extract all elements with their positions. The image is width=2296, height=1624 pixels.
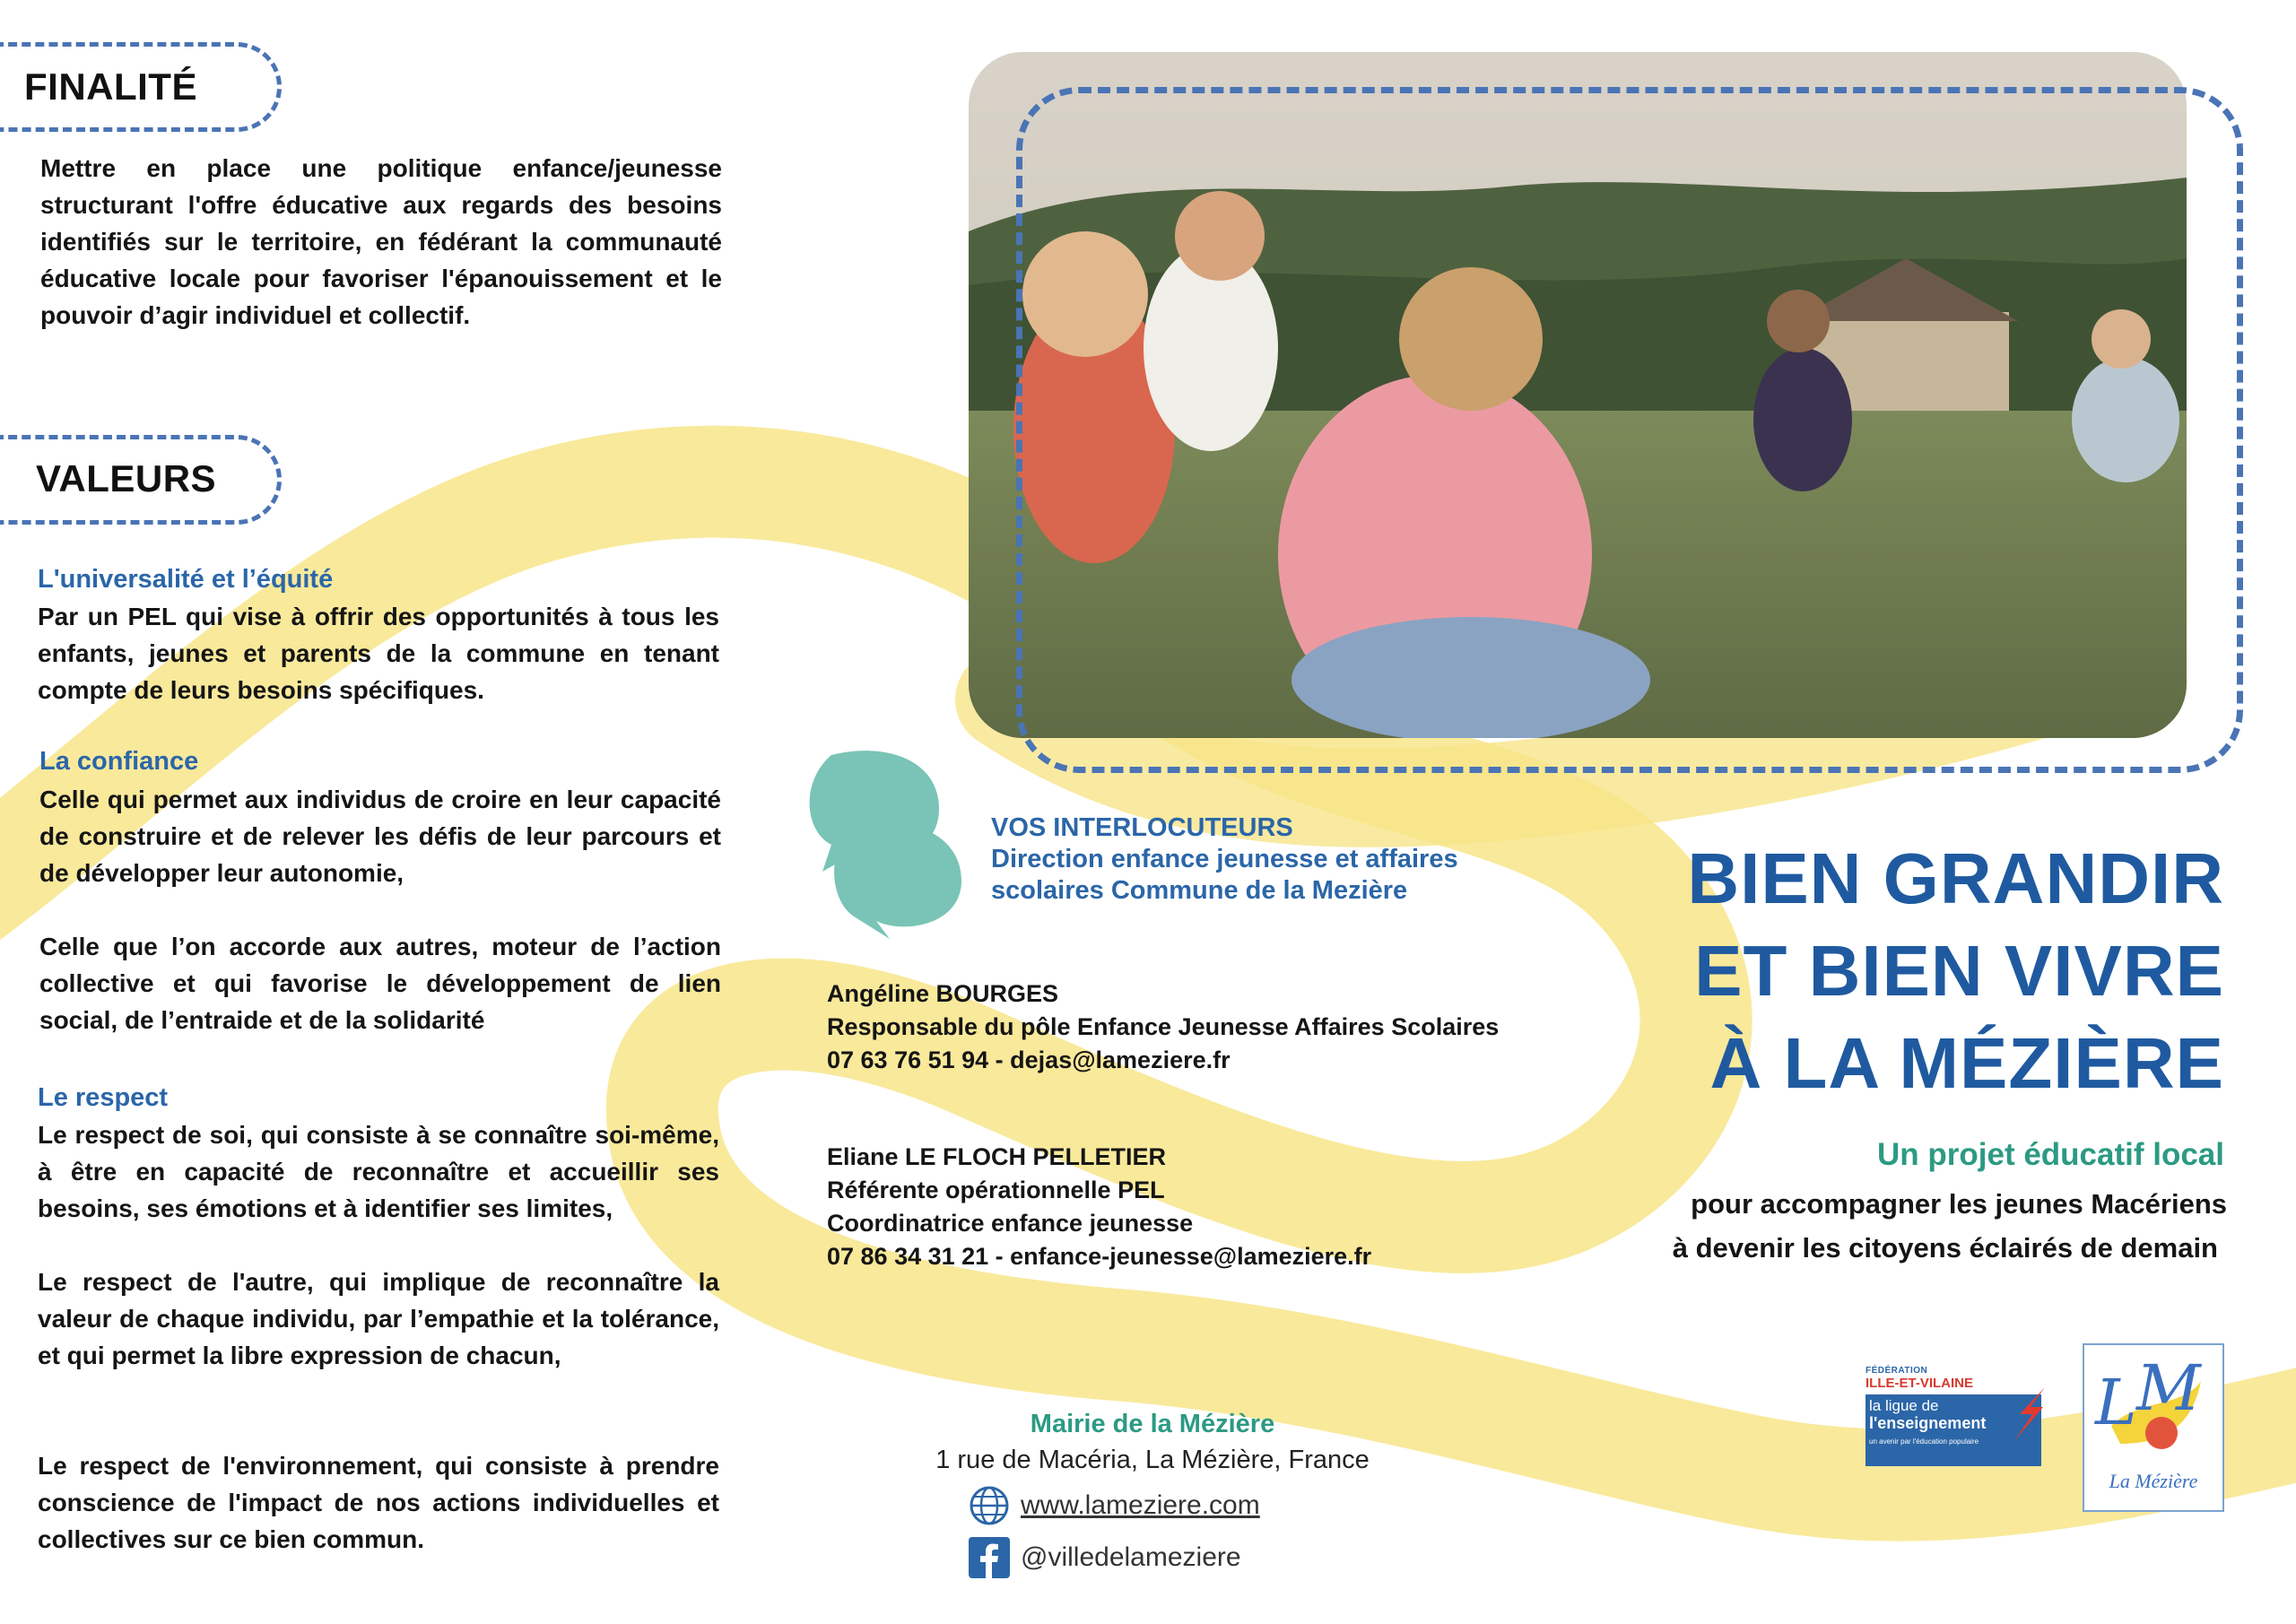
main-title-line-3: À LA MÉZIÈRE	[1709, 1023, 2224, 1103]
respect-heading: Le respect	[38, 1083, 169, 1112]
respect-text-2: Le respect de l'autre, qui implique de reconnaître la valeur de chaque individu, par l’empathie et la tolérance, et qui permet la libre expression de chacun,	[38, 1268, 719, 1369]
contact2-role-1: Référente opérationnelle PEL	[827, 1177, 1165, 1203]
svg-text:M: M	[2136, 1351, 2201, 1425]
la-meziere-logo: L M La Mézière	[2083, 1343, 2224, 1512]
tagline-line-1: pour accompagner les jeunes Macériens	[1691, 1188, 2227, 1220]
finalite-text: Mettre en place une politique enfance/jeunesse structurant l'offre éducative aux regards des besoins identifiés sur le territoire, en fédérant la communauté éducative locale pour favoriser l'épanouissement et le pouvoir d’agir individuel et collectif.	[40, 154, 722, 329]
contact2-role-2: Coordinatrice enfance jeunesse	[827, 1210, 1194, 1237]
speech-bubbles-icon	[804, 746, 966, 939]
facebook-handle[interactable]: @villedelameziere	[1021, 1542, 1241, 1572]
main-title	[1687, 832, 2224, 1109]
contact2-phone-email[interactable]: 07 86 34 31 21 - enfance-jeunesse@lameziere.fr	[827, 1243, 1372, 1270]
interlocuteurs-subheading-2: scolaires Commune de la Mezière	[991, 876, 1408, 905]
svg-text:L: L	[2095, 1366, 2137, 1439]
confiance-heading: La confiance	[39, 747, 199, 776]
universalite-heading: L'universalité et l’équité	[38, 565, 334, 594]
confiance-text-1: Celle qui permet aux individus de croire en leur capacité de construire et de relever les défis de leur parcours et de développer leur autonomie,	[39, 786, 721, 887]
contact2-name: Eliane LE FLOCH PELLETIER	[827, 1143, 1167, 1170]
mairie-name: Mairie de la Mézière	[1030, 1410, 1275, 1438]
respect-text-3: Le respect de l'environnement, qui consiste à prendre conscience de l'impact de nos actions individuelles et collectives sur ce bien commun.	[38, 1452, 719, 1553]
website-row[interactable]	[969, 1485, 1260, 1526]
main-title-line-1: BIEN GRANDIR	[1687, 838, 2224, 918]
interlocuteurs-heading: VOS INTERLOCUTEURS	[991, 813, 1293, 842]
facebook-icon	[969, 1537, 1010, 1578]
red-bird-icon	[2011, 1387, 2047, 1441]
valeurs-title: VALEURS	[36, 457, 217, 499]
respect-text-1: Le respect de soi, qui consiste à se connaître soi-même, à être en capacité de reconnaître et accueillir ses besoins, ses émotions et à identifier ses limites,	[38, 1121, 719, 1222]
ligue-enseignement-logo: FÉDÉRATION ILLE-ET-VILAINE la ligue de l'enseignement un avenir par l'éducation populaire	[1866, 1366, 2045, 1477]
finalite-title: FINALITÉ	[24, 65, 197, 108]
confiance-text-2: Celle que l’on accorde aux autres, moteur de l’action collective et qui favorise le développement de lien social, de l’entraide et de la solidarité	[39, 933, 721, 1034]
main-title-line-2: ET BIEN VIVRE	[1694, 931, 2224, 1011]
mairie-address: 1 rue de Macéria, La Mézière, France	[935, 1446, 1370, 1474]
universalite-text: Par un PEL qui vise à offrir des opportunités à tous les enfants, jeunes et parents de la commune en tenant compte de leurs besoins spécifiques.	[38, 603, 719, 704]
facebook-row[interactable]	[969, 1537, 1241, 1578]
tagline-main: Un projet éducatif local	[1877, 1137, 2224, 1172]
photo-dashed-frame	[1016, 87, 2243, 773]
website-link[interactable]: www.lameziere.com	[1021, 1490, 1260, 1520]
lm-monogram-icon	[2084, 1345, 2222, 1471]
contact1-role: Responsable du pôle Enfance Jeunesse Affaires Scolaires	[827, 1013, 1500, 1040]
tagline-line-2: à devenir les citoyens éclairés de demain	[1672, 1232, 2218, 1264]
interlocuteurs-subheading-1: Direction enfance jeunesse et affaires	[991, 845, 1458, 873]
contact1-phone-email[interactable]: 07 63 76 51 94 - dejas@lameziere.fr	[827, 1046, 1231, 1073]
globe-icon	[969, 1485, 1010, 1526]
contact1-name: Angéline BOURGES	[827, 980, 1059, 1007]
